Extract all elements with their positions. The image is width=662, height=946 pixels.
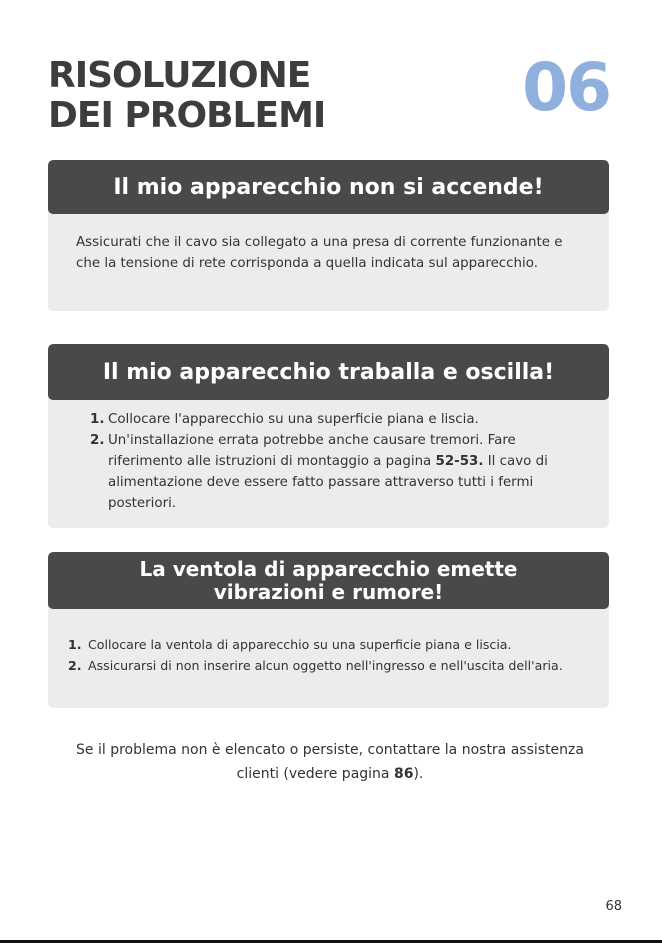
- section-heading: Il mio apparecchio traballa e oscilla!: [48, 344, 609, 400]
- page-title-line1: RISOLUZIONE: [48, 55, 311, 96]
- bottom-rule: [0, 940, 662, 943]
- page-title: [48, 56, 325, 136]
- page-number: 68: [605, 899, 622, 914]
- support-page-reference: 86: [393, 766, 414, 782]
- step-number: 1.: [90, 412, 105, 427]
- section-heading-line2: vibrazioni e rumore!: [213, 579, 444, 604]
- support-note-end: ).: [413, 766, 424, 782]
- section-fan-vibration: [48, 552, 609, 708]
- step-text: Collocare l'apparecchio su una superficie piana e liscia.: [108, 412, 479, 427]
- step-text: Un'installazione errata potrebbe anche causare tremori. Fare riferimento alle istruzioni di montaggio a pagina: [108, 433, 516, 469]
- page-title-line2: DEI PROBLEMI: [48, 95, 326, 136]
- step-number: 2.: [90, 433, 105, 448]
- list-item: [68, 634, 599, 655]
- section-wobbling: [48, 344, 609, 528]
- steps-list: [68, 634, 599, 676]
- section-body: [48, 609, 609, 676]
- section-body: Assicurati che il cavo sia collegato a una presa di corrente funzionante e che la tensione di rete corrisponda a quella indicata sul apparecchio.: [76, 235, 563, 271]
- section-heading: Il mio apparecchio non si accende!: [48, 160, 609, 214]
- step-text: Assicurarsi di non inserire alcun oggetto nell'ingresso e nell'uscita dell'aria.: [88, 658, 563, 673]
- step-number: 2.: [68, 658, 82, 673]
- section-not-turning-on: [48, 160, 609, 311]
- page-reference: 52-53.: [435, 454, 484, 469]
- section-heading: [48, 552, 609, 609]
- chapter-number: 06: [522, 49, 610, 126]
- section-body: [48, 400, 609, 514]
- step-number: 1.: [68, 637, 82, 652]
- list-item: [90, 430, 581, 514]
- list-item: [68, 655, 599, 676]
- support-note: [60, 738, 600, 786]
- support-note-text: Se il problema non è elencato o persiste, contattare la nostra assistenza clienti (vedere pagina: [76, 742, 584, 782]
- step-text: Collocare la ventola di apparecchio su una superficie piana e liscia.: [88, 637, 512, 652]
- steps-list: [90, 409, 581, 514]
- step-text-continued: Il cavo di alimentazione deve essere fatto passare attraverso tutti i fermi posteriori.: [108, 454, 548, 511]
- section-heading-line1: La ventola di apparecchio emette: [139, 556, 518, 581]
- list-item: [90, 409, 581, 430]
